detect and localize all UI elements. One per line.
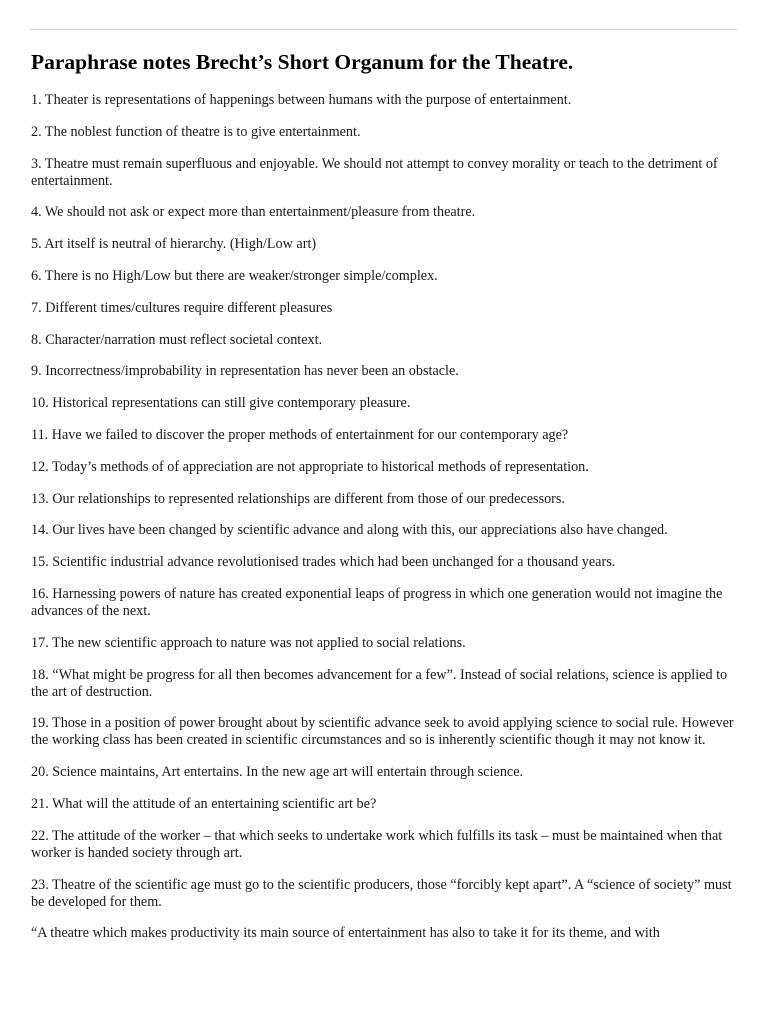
paragraph-14: 14. Our lives have been changed by scientific advance and along with this, our appreciations also have changed.: [31, 522, 668, 539]
paragraph-8: 8. Character/narration must reflect societal context.: [31, 331, 323, 348]
paragraph-1: 1. Theater is representations of happenings between humans with the purpose of entertainment.: [31, 92, 572, 108]
top-divider: [30, 29, 737, 30]
paragraph-7: 7. Different times/cultures require different pleasures: [31, 299, 333, 316]
paragraph-23: 23. Theatre of the scientific age must go to the scientific producers, those “forcibly kept apart”. A “science of society” must be developed for them.: [31, 876, 732, 910]
paragraph-11: 11. Have we failed to discover the proper methods of entertainment for our contemporary age?: [31, 426, 569, 443]
paragraph-13: 13. Our relationships to represented relationships are different from those of our predecessors.: [31, 490, 565, 507]
paragraph-3: 3. Theatre must remain superfluous and enjoyable. We should not attempt to convey morality or teach to the detriment of entertainment.: [31, 155, 718, 189]
paragraph-17: 17. The new scientific approach to nature was not applied to social relations.: [31, 634, 466, 651]
paragraph-5: 5. Art itself is neutral of hierarchy. (High/Low art): [31, 236, 317, 253]
paragraph-20: 20. Science maintains, Art entertains. In the new age art will entertain through science.: [31, 764, 524, 781]
paragraph-22: 22. The attitude of the worker – that which seeks to undertake work which fulfills its task – must be maintained when that worker is handed society through art.: [31, 827, 723, 861]
document-page: [31, 48, 737, 957]
paragraph-18: 18. “What might be progress for all then becomes advancement for a few”. Instead of social relations, science is applied to the art of destruction.: [31, 666, 728, 700]
document-title: Paraphrase notes Brecht’s Short Organum for the Theatre.: [31, 50, 574, 74]
paragraph-4: 4. We should not ask or expect more than entertainment/pleasure from theatre.: [31, 204, 476, 221]
paragraph-9: 9. Incorrectness/improbability in representation has never been an obstacle.: [31, 363, 459, 380]
paragraph-15: 15. Scientific industrial advance revolutionised trades which had been unchanged for a thousand years.: [31, 554, 616, 571]
paragraph-10: 10. Historical representations can still give contemporary pleasure.: [31, 395, 411, 412]
quote-paragraph: “A theatre which makes productivity its main source of entertainment has also to take it for its theme, and with: [31, 925, 660, 942]
paragraph-21: 21. What will the attitude of an entertaining scientific art be?: [31, 795, 377, 812]
paragraph-6: 6. There is no High/Low but there are weaker/stronger simple/complex.: [31, 267, 438, 284]
paragraph-16: 16. Harnessing powers of nature has created exponential leaps of progress in which one generation would not imagine the advances of the next.: [31, 585, 723, 619]
paragraph-19: 19. Those in a position of power brought about by scientific advance seek to avoid applying science to social rule. However the working class has been created in scientific circumstances and so is inherently scientific though it may not know it.: [31, 715, 734, 749]
paragraph-12: 12. Today’s methods of of appreciation are not appropriate to historical methods of representation.: [31, 458, 589, 475]
paragraph-2: 2. The noblest function of theatre is to give entertainment.: [31, 123, 361, 140]
